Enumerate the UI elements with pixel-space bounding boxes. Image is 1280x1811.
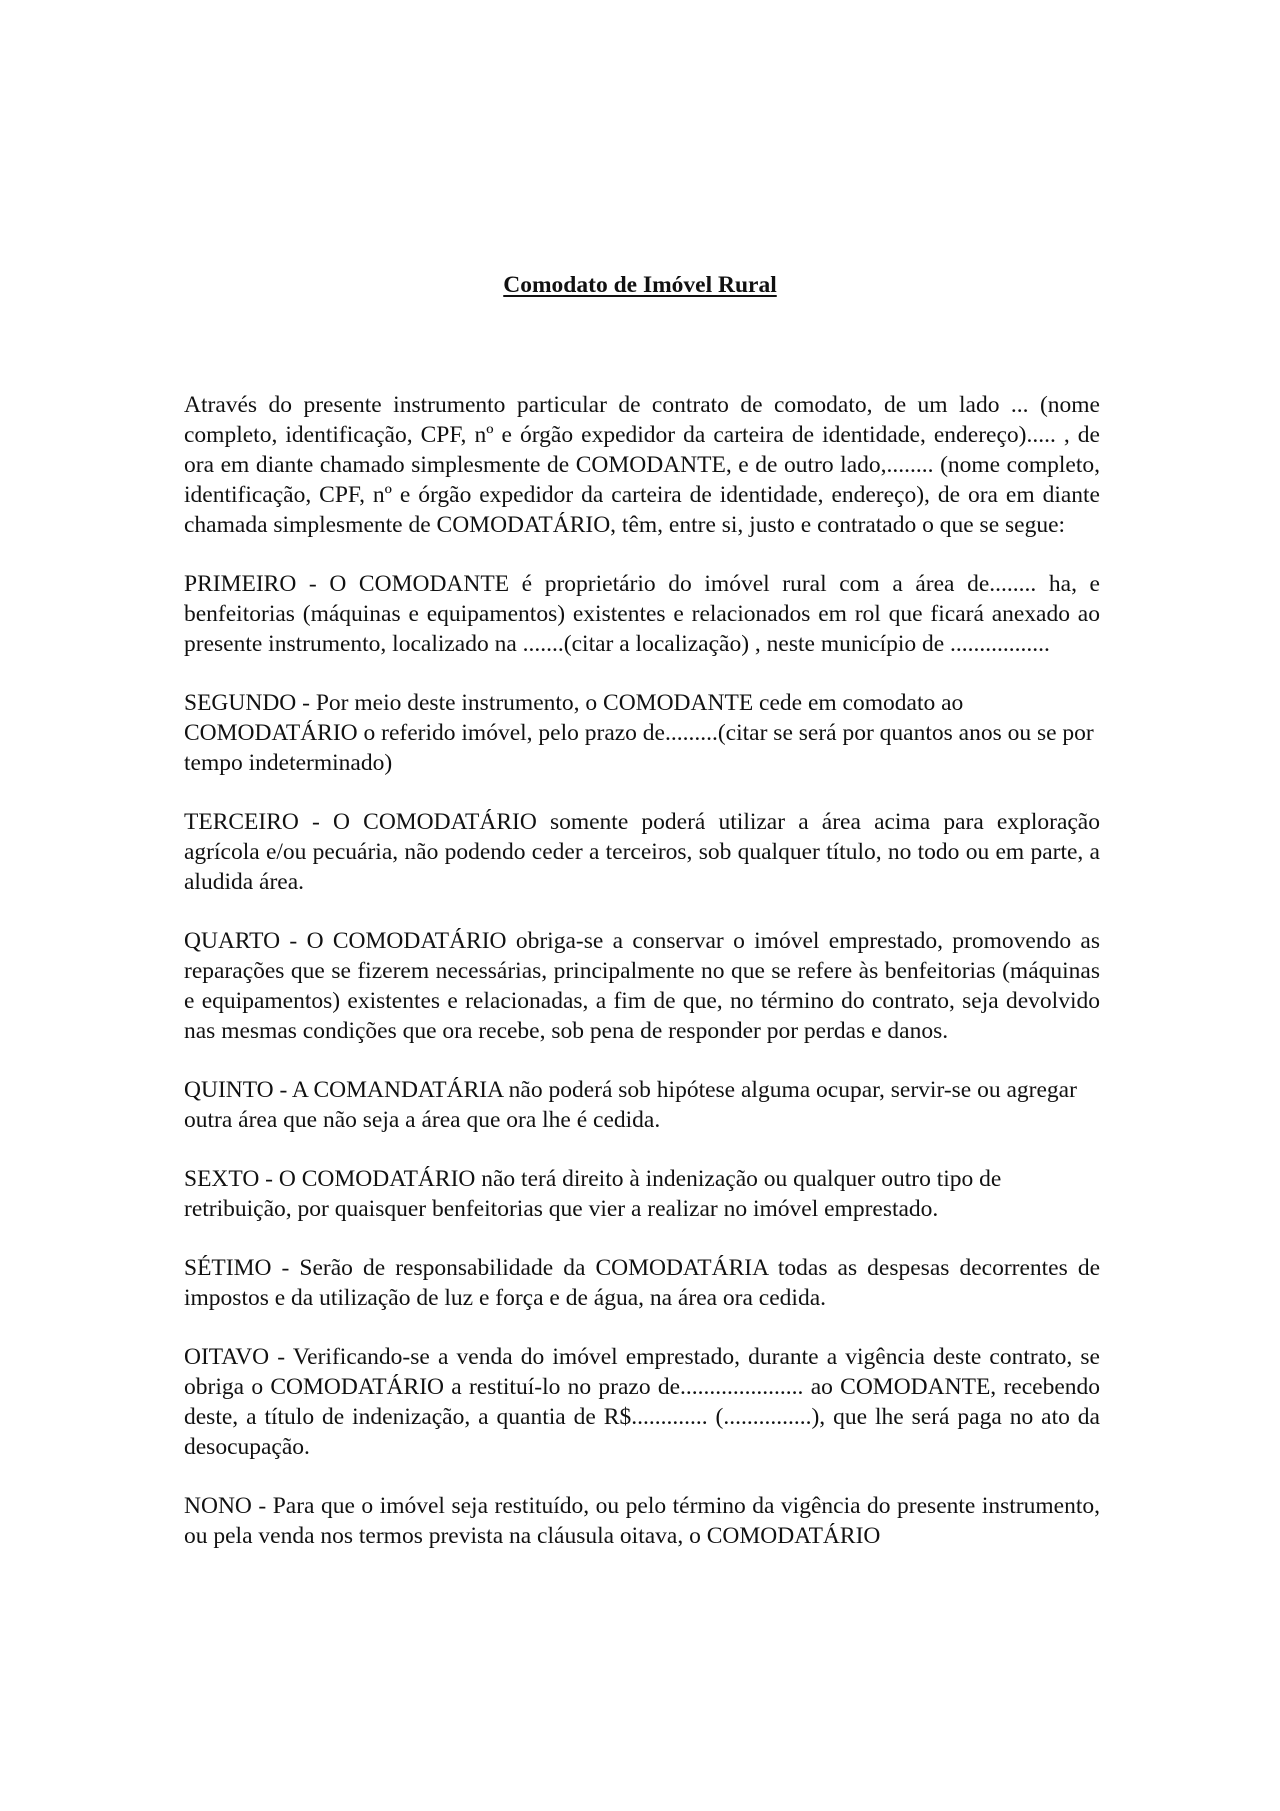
page-title-text: Comodato de Imóvel Rural — [503, 272, 777, 298]
clause-quarto: QUARTO - O COMODATÁRIO obriga-se a conservar o imóvel emprestado, promovendo as reparações que se fizerem necessárias, principalmente no que se refere às benfeitorias (máquinas e equipamentos) existentes e relacionadas, a fim de que, no término do contrato, seja devolvido nas mesmas condições que ora recebe, sob pena de responder por perdas e danos. — [184, 928, 1100, 1044]
clause-setimo: SÉTIMO - Serão de responsabilidade da COMODATÁRIA todas as despesas decorrentes de impostos e da utilização de luz e força e de água, na área ora cedida. — [184, 1255, 1100, 1311]
page-title — [0, 270, 1280, 300]
clause-segundo: SEGUNDO - Por meio deste instrumento, o COMODANTE cede em comodato ao COMODATÁRIO o referido imóvel, pelo prazo de.........(citar se será por quantos anos ou se por tempo indeterminado) — [184, 690, 1094, 776]
clause-sexto: SEXTO - O COMODATÁRIO não terá direito à indenização ou qualquer outro tipo de retribuição, por quaisquer benfeitorias que vier a realizar no imóvel emprestado. — [184, 1166, 1002, 1222]
document-body — [184, 390, 1100, 1580]
clause-primeiro: PRIMEIRO - O COMODANTE é proprietário do imóvel rural com a área de........ ha, e benfeitorias (máquinas e equipamentos) existentes e relacionados em rol que ficará anexado ao presente instrumento, localizado na .......(citar a localização) , neste município de ................. — [184, 571, 1100, 657]
clause-oitavo: OITAVO - Verificando-se a venda do imóvel emprestado, durante a vigência deste contrato, se obriga o COMODATÁRIO a restituí-lo no prazo de..................... ao COMODANTE, recebendo deste, a título de indenização, a quantia de R$............. (...............), que lhe será paga no ato da desocupação. — [184, 1344, 1100, 1460]
clause-nono: NONO - Para que o imóvel seja restituído, ou pelo término da vigência do presente instrumento, ou pela venda nos termos prevista na cláusula oitava, o COMODATÁRIO — [184, 1493, 1100, 1549]
clause-quinto: QUINTO - A COMANDATÁRIA não poderá sob hipótese alguma ocupar, servir-se ou agregar outra área que não seja a área que ora lhe é cedida. — [184, 1077, 1077, 1133]
paragraph-intro: Através do presente instrumento particular de contrato de comodato, de um lado ... (nome completo, identificação, CPF, nº e órgão expedidor da carteira de identidade, endereço)..... , de ora em diante chamado simplesmente de COMODANTE, e de outro lado,........ (nome completo, identificação, CPF, nº e órgão expedidor da carteira de identidade, endereço), de ora em diante chamada simplesmente de COMODATÁRIO, têm, entre si, justo e contratado o que se segue: — [184, 392, 1100, 538]
clause-terceiro: TERCEIRO - O COMODATÁRIO somente poderá utilizar a área acima para exploração agrícola e/ou pecuária, não podendo ceder a terceiros, sob qualquer título, no todo ou em parte, a aludida área. — [184, 809, 1100, 895]
